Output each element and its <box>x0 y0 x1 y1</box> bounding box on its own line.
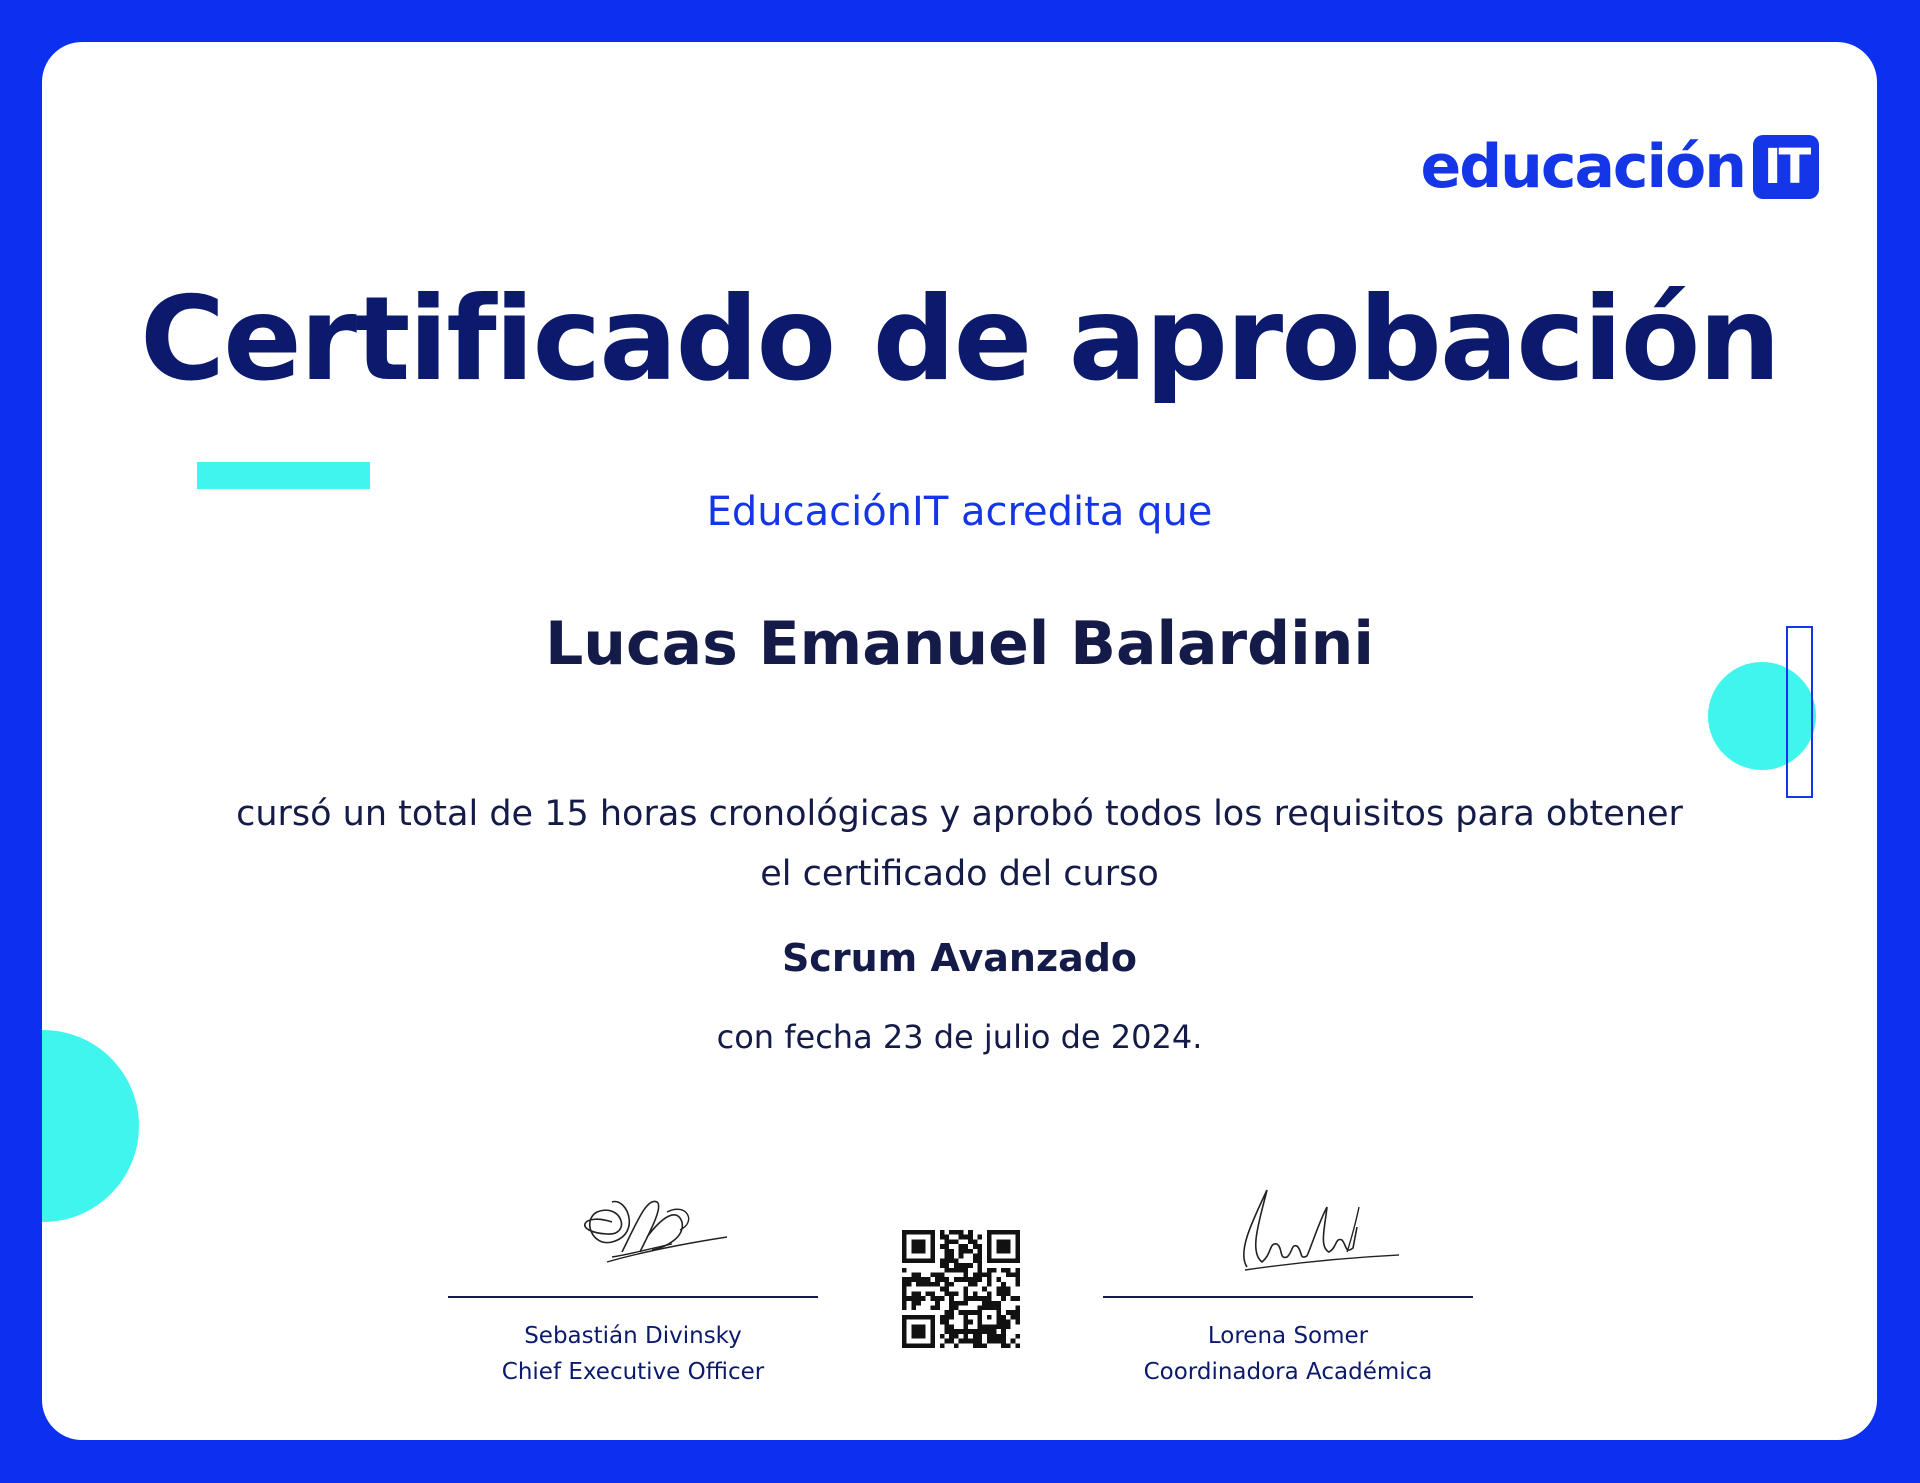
signature-line-left <box>448 1296 818 1298</box>
recipient-name: Lucas Emanuel Balardini <box>545 609 1374 679</box>
signature-line-right <box>1103 1296 1473 1298</box>
signatory-role-right: Coordinadora Académica <box>1143 1359 1433 1385</box>
signature-somer <box>1207 1182 1407 1282</box>
accent-bar <box>197 462 370 489</box>
course-name: Scrum Avanzado <box>781 936 1138 980</box>
signature-divinsky <box>552 1182 752 1282</box>
signatory-name-right: Lorena Somer <box>1207 1323 1369 1349</box>
body-line-1: cursó un total de 15 horas cronológicas y aprobó todos los requisitos para obtener <box>236 794 1683 834</box>
verification-qr-code[interactable] <box>902 1230 1020 1348</box>
signatory-name-left: Sebastián Divinsky <box>524 1323 742 1349</box>
body-line-2: el certificado del curso <box>760 854 1159 894</box>
logo-wordmark: educación <box>1420 132 1745 202</box>
accreditation-subtitle: EducaciónIT acredita que <box>706 489 1213 535</box>
decorative-outline-rect <box>1786 626 1813 798</box>
decorative-circle-left <box>42 1030 139 1222</box>
signatory-role-left: Chief Executive Officer <box>501 1359 765 1385</box>
certificate-date: con fecha 23 de julio de 2024. <box>716 1018 1203 1056</box>
logo-badge: IT <box>1753 135 1819 199</box>
certificate-title: Certificado de aprobación <box>139 272 1780 407</box>
certificate-body <box>162 784 1757 904</box>
certificate-card <box>42 42 1877 1440</box>
educacionit-logo <box>1421 112 1819 222</box>
